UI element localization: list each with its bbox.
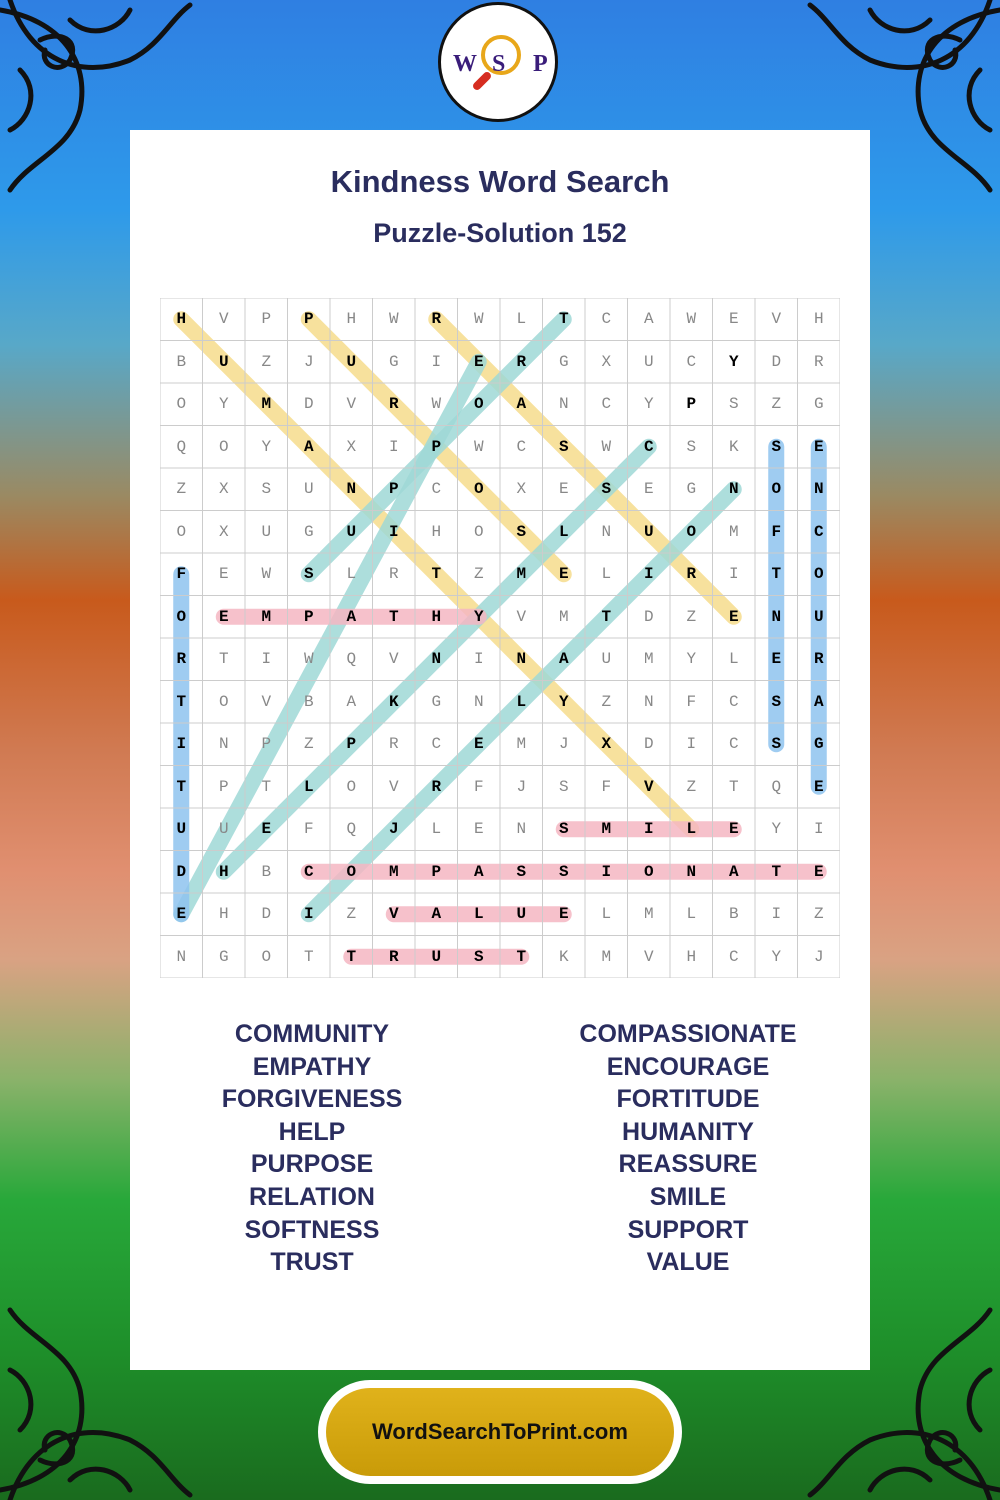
grid-cell[interactable]: U: [643, 522, 654, 541]
grid-cell[interactable]: E: [728, 820, 739, 839]
grid-cell[interactable]: A: [431, 905, 442, 924]
grid-cell[interactable]: R: [388, 735, 399, 754]
grid-cell[interactable]: A: [346, 692, 357, 711]
grid-cell[interactable]: M: [601, 820, 612, 839]
grid-cell[interactable]: I: [388, 522, 399, 541]
grid-cell[interactable]: P: [303, 310, 314, 329]
website-link-button[interactable]: [326, 1388, 674, 1476]
grid-cell[interactable]: E: [473, 735, 484, 754]
grid-cell[interactable]: Y: [771, 820, 782, 839]
grid-cell[interactable]: R: [431, 310, 442, 329]
grid-cell[interactable]: Z: [303, 735, 314, 754]
grid-cell[interactable]: E: [473, 352, 484, 371]
grid-cell[interactable]: N: [558, 395, 569, 414]
grid-cell[interactable]: R: [176, 650, 187, 669]
grid-cell[interactable]: J: [813, 947, 824, 966]
logo-letter-p: P: [533, 51, 548, 77]
grid-cell[interactable]: A: [728, 862, 739, 881]
word-list-item: ENCOURAGE: [606, 1052, 770, 1081]
grid-cell[interactable]: E: [261, 820, 272, 839]
grid-cell[interactable]: M: [728, 522, 739, 541]
grid-cell[interactable]: G: [218, 947, 229, 966]
word-search-grid: [160, 298, 840, 978]
grid-cell[interactable]: B: [176, 352, 187, 371]
grid-cell[interactable]: S: [473, 947, 484, 966]
grid-cell[interactable]: W: [686, 310, 697, 329]
grid-cell[interactable]: H: [813, 310, 824, 329]
grid-cell[interactable]: N: [601, 522, 612, 541]
grid-cell[interactable]: Z: [813, 905, 824, 924]
grid-cell[interactable]: E: [218, 607, 229, 626]
grid-cell[interactable]: T: [516, 947, 527, 966]
logo-letter-s: S: [492, 51, 506, 77]
grid-cell[interactable]: M: [388, 862, 399, 881]
word-list-item: HUMANITY: [622, 1117, 754, 1146]
grid-cell[interactable]: F: [473, 777, 484, 796]
grid-cell[interactable]: D: [303, 395, 314, 414]
grid-cell[interactable]: T: [218, 650, 229, 669]
grid-cell[interactable]: K: [558, 947, 569, 966]
grid-cell[interactable]: L: [558, 522, 569, 541]
grid-cell[interactable]: O: [261, 947, 272, 966]
grid-cell[interactable]: X: [516, 480, 527, 499]
grid-cell[interactable]: L: [346, 565, 357, 584]
grid-cell[interactable]: I: [728, 565, 739, 584]
grid-cell[interactable]: E: [728, 310, 739, 329]
grid-cell[interactable]: Z: [261, 352, 272, 371]
grid-cell[interactable]: J: [558, 735, 569, 754]
grid-cell[interactable]: U: [218, 352, 229, 371]
grid-cell[interactable]: Q: [771, 777, 782, 796]
grid-cell[interactable]: R: [516, 352, 527, 371]
grid-cell[interactable]: H: [218, 862, 229, 881]
grid-cell[interactable]: C: [728, 692, 739, 711]
word-list-item: COMMUNITY: [234, 1020, 390, 1048]
word-list-item: EMPATHY: [252, 1052, 372, 1081]
site-logo[interactable]: [438, 2, 558, 122]
grid-cell[interactable]: E: [558, 905, 569, 924]
grid-cell[interactable]: D: [261, 905, 272, 924]
grid-cell[interactable]: F: [601, 777, 612, 796]
grid-cell[interactable]: C: [431, 735, 442, 754]
grid-cell[interactable]: U: [516, 905, 527, 924]
grid-cell[interactable]: X: [601, 352, 612, 371]
grid-cell[interactable]: S: [516, 522, 527, 541]
grid-cell[interactable]: K: [728, 437, 739, 456]
grid-cell[interactable]: T: [431, 565, 442, 584]
grid-cell[interactable]: U: [176, 820, 187, 839]
grid-cell[interactable]: M: [558, 607, 569, 626]
grid-cell[interactable]: S: [558, 777, 569, 796]
grid-cell[interactable]: G: [388, 352, 399, 371]
grid-cell[interactable]: U: [346, 522, 357, 541]
grid-cell[interactable]: L: [686, 905, 697, 924]
grid-cell[interactable]: I: [643, 565, 654, 584]
grid-cell[interactable]: T: [388, 607, 399, 626]
grid-cell[interactable]: W: [473, 310, 484, 329]
grid-cell[interactable]: O: [686, 522, 697, 541]
grid-cell[interactable]: Z: [346, 905, 357, 924]
grid-cell[interactable]: V: [643, 947, 654, 966]
grid-cell[interactable]: N: [686, 862, 697, 881]
grid-cell[interactable]: N: [473, 692, 484, 711]
grid-cell[interactable]: G: [431, 692, 442, 711]
grid-cell[interactable]: S: [771, 735, 782, 754]
grid-cell[interactable]: S: [601, 480, 612, 499]
word-list-item: FORGIVENESS: [221, 1085, 403, 1114]
grid-cell[interactable]: E: [473, 820, 484, 839]
grid-cell[interactable]: D: [771, 352, 782, 371]
grid-cell[interactable]: N: [176, 947, 187, 966]
grid-cell[interactable]: E: [176, 905, 187, 924]
grid-cell[interactable]: E: [218, 565, 229, 584]
logo-letter-w: W: [453, 51, 477, 77]
grid-cell[interactable]: F: [771, 522, 782, 541]
grid-cell[interactable]: E: [558, 565, 569, 584]
grid-cell[interactable]: A: [558, 650, 569, 669]
grid-cell[interactable]: G: [813, 395, 824, 414]
grid-cell[interactable]: C: [431, 480, 442, 499]
grid-cell[interactable]: S: [558, 862, 569, 881]
grid-cell[interactable]: U: [303, 480, 314, 499]
grid-cell[interactable]: Y: [771, 947, 782, 966]
grid-cell[interactable]: V: [643, 777, 654, 796]
word-list-item: SOFTNESS: [244, 1215, 380, 1244]
grid-cell[interactable]: O: [813, 565, 824, 584]
grid-cell[interactable]: O: [346, 777, 357, 796]
grid-cell[interactable]: Y: [558, 692, 569, 711]
grid-cell[interactable]: N: [516, 650, 527, 669]
grid-cell[interactable]: Z: [601, 692, 612, 711]
grid-cell[interactable]: T: [771, 862, 782, 881]
grid-cell[interactable]: T: [176, 692, 187, 711]
grid-cell[interactable]: X: [218, 522, 229, 541]
grid-cell[interactable]: D: [176, 862, 187, 881]
grid-cell[interactable]: H: [346, 310, 357, 329]
grid-cell[interactable]: E: [643, 480, 654, 499]
grid-cell[interactable]: C: [643, 437, 654, 456]
grid-cell[interactable]: Y: [473, 607, 484, 626]
grid-cell[interactable]: P: [686, 395, 697, 414]
grid-cell[interactable]: L: [686, 820, 697, 839]
grid-cell[interactable]: M: [261, 395, 272, 414]
grid-cell[interactable]: N: [516, 820, 527, 839]
word-list-item: FORTITUDE: [616, 1085, 760, 1114]
grid-cell[interactable]: A: [303, 437, 314, 456]
word-list-item: RELATION: [249, 1182, 375, 1211]
grid-cell[interactable]: V: [261, 692, 272, 711]
grid-cell[interactable]: L: [601, 565, 612, 584]
word-list-item: VALUE: [646, 1248, 730, 1277]
grid-cell[interactable]: T: [728, 777, 739, 796]
grid-cell[interactable]: O: [176, 395, 187, 414]
grid-cell[interactable]: N: [431, 650, 442, 669]
grid-cell[interactable]: N: [346, 480, 357, 499]
grid-cell[interactable]: Q: [176, 437, 187, 456]
grid-cell[interactable]: I: [771, 905, 782, 924]
grid-cell[interactable]: U: [601, 650, 612, 669]
grid-cell[interactable]: Z: [473, 565, 484, 584]
grid-cell[interactable]: T: [303, 947, 314, 966]
grid-cell[interactable]: C: [516, 437, 527, 456]
grid-cell[interactable]: B: [303, 692, 314, 711]
word-list-item: SMILE: [649, 1182, 727, 1211]
grid-cell[interactable]: Y: [643, 395, 654, 414]
grid-cell[interactable]: Z: [771, 395, 782, 414]
grid-cell[interactable]: G: [303, 522, 314, 541]
grid-cell[interactable]: C: [303, 862, 314, 881]
grid-cell[interactable]: U: [813, 607, 824, 626]
grid-cell[interactable]: P: [431, 862, 442, 881]
word-list-item: PURPOSE: [250, 1150, 374, 1179]
grid-cell[interactable]: I: [176, 735, 187, 754]
grid-cell[interactable]: S: [771, 437, 782, 456]
website-link-label: WordSearchToPrint.com: [372, 1419, 628, 1444]
grid-cell[interactable]: M: [516, 735, 527, 754]
grid-cell[interactable]: I: [261, 650, 272, 669]
grid-cell[interactable]: C: [686, 352, 697, 371]
grid-cell[interactable]: V: [346, 395, 357, 414]
grid-cell[interactable]: I: [303, 905, 314, 924]
grid-cell[interactable]: O: [218, 437, 229, 456]
grid-cell[interactable]: E: [813, 777, 824, 796]
grid-cell[interactable]: I: [686, 735, 697, 754]
grid-cell[interactable]: A: [346, 607, 357, 626]
grid-cell[interactable]: E: [813, 862, 824, 881]
letter-grid: [160, 298, 840, 978]
grid-cell[interactable]: I: [643, 820, 654, 839]
grid-cell[interactable]: I: [601, 862, 612, 881]
word-list-item: COMPASSIONATE: [579, 1020, 797, 1048]
grid-cell[interactable]: S: [728, 395, 739, 414]
word-list-item: TRUST: [270, 1248, 354, 1277]
grid-cell[interactable]: W: [431, 395, 442, 414]
grid-cell[interactable]: Z: [686, 607, 697, 626]
grid-cell[interactable]: M: [643, 905, 654, 924]
grid-cell[interactable]: M: [261, 607, 272, 626]
grid-cell[interactable]: R: [388, 395, 399, 414]
grid-cell[interactable]: E: [558, 480, 569, 499]
grid-cell[interactable]: M: [516, 565, 527, 584]
grid-cell[interactable]: V: [388, 650, 399, 669]
grid-cell[interactable]: U: [218, 820, 229, 839]
grid-cell[interactable]: P: [261, 310, 272, 329]
grid-cell[interactable]: H: [431, 522, 442, 541]
grid-cell[interactable]: U: [346, 352, 357, 371]
grid-cell[interactable]: A: [813, 692, 824, 711]
grid-cell[interactable]: R: [388, 947, 399, 966]
grid-cell[interactable]: T: [558, 310, 569, 329]
grid-cell[interactable]: G: [813, 735, 824, 754]
grid-cell[interactable]: I: [388, 437, 399, 456]
grid-cell[interactable]: O: [218, 692, 229, 711]
grid-cell[interactable]: O: [176, 607, 187, 626]
grid-cell[interactable]: S: [261, 480, 272, 499]
grid-cell[interactable]: Y: [261, 437, 272, 456]
grid-cell[interactable]: H: [686, 947, 697, 966]
grid-cell[interactable]: X: [218, 480, 229, 499]
grid-cell[interactable]: D: [643, 735, 654, 754]
grid-cell[interactable]: L: [303, 777, 314, 796]
grid-cell[interactable]: C: [728, 947, 739, 966]
grid-cell[interactable]: P: [388, 480, 399, 499]
grid-cell[interactable]: P: [218, 777, 229, 796]
grid-cell[interactable]: S: [558, 437, 569, 456]
grid-cell[interactable]: J: [516, 777, 527, 796]
grid-cell[interactable]: Y: [686, 650, 697, 669]
grid-cell[interactable]: H: [431, 607, 442, 626]
grid-cell[interactable]: J: [303, 352, 314, 371]
grid-cell[interactable]: O: [771, 480, 782, 499]
grid-cell[interactable]: Y: [218, 395, 229, 414]
grid-cell[interactable]: P: [303, 607, 314, 626]
grid-cell[interactable]: W: [261, 565, 272, 584]
footer-badge: [318, 1380, 682, 1484]
grid-cell[interactable]: Q: [346, 650, 357, 669]
grid-cell[interactable]: T: [176, 777, 187, 796]
word-list-item: HELP: [278, 1117, 346, 1146]
grid-cell[interactable]: O: [176, 522, 187, 541]
grid-cell[interactable]: T: [771, 565, 782, 584]
grid-cell[interactable]: M: [643, 650, 654, 669]
word-list-right: [518, 1018, 858, 1279]
grid-cell[interactable]: K: [388, 692, 399, 711]
grid-cell[interactable]: W: [388, 310, 399, 329]
grid-cell[interactable]: M: [601, 947, 612, 966]
grid-cell[interactable]: T: [261, 777, 272, 796]
grid-cell[interactable]: L: [473, 905, 484, 924]
grid-cell[interactable]: R: [686, 565, 697, 584]
grid-cell[interactable]: R: [813, 352, 824, 371]
grid-cell[interactable]: P: [431, 437, 442, 456]
grid-cell[interactable]: F: [176, 565, 187, 584]
grid-cell[interactable]: I: [431, 352, 442, 371]
grid-cell[interactable]: T: [346, 947, 357, 966]
page-title: Kindness Word Search: [330, 164, 670, 199]
grid-cell[interactable]: O: [473, 480, 484, 499]
grid-cell[interactable]: J: [388, 820, 399, 839]
grid-cell[interactable]: T: [601, 607, 612, 626]
grid-cell[interactable]: Z: [686, 777, 697, 796]
grid-cell[interactable]: W: [303, 650, 314, 669]
grid-cell[interactable]: N: [771, 607, 782, 626]
grid-cell[interactable]: F: [303, 820, 314, 839]
grid-cell[interactable]: C: [601, 310, 612, 329]
grid-cell[interactable]: V: [388, 905, 399, 924]
grid-cell[interactable]: O: [346, 862, 357, 881]
grid-cell[interactable]: N: [643, 692, 654, 711]
grid-cell[interactable]: V: [388, 777, 399, 796]
grid-cell[interactable]: A: [516, 395, 527, 414]
grid-cell[interactable]: S: [303, 565, 314, 584]
grid-cell[interactable]: F: [686, 692, 697, 711]
grid-cell[interactable]: L: [728, 650, 739, 669]
word-list-item: REASSURE: [618, 1150, 758, 1179]
grid-cell[interactable]: V: [218, 310, 229, 329]
grid-cell[interactable]: O: [643, 862, 654, 881]
grid-cell[interactable]: R: [813, 650, 824, 669]
grid-cell[interactable]: S: [516, 862, 527, 881]
grid-cell[interactable]: A: [643, 310, 654, 329]
grid-cell[interactable]: Z: [176, 480, 187, 499]
grid-cell[interactable]: U: [261, 522, 272, 541]
grid-cell[interactable]: L: [516, 692, 527, 711]
word-list-item: SUPPORT: [627, 1215, 749, 1244]
grid-cell[interactable]: N: [728, 480, 739, 499]
grid-cell[interactable]: E: [813, 437, 824, 456]
grid-cell[interactable]: P: [261, 735, 272, 754]
grid-cell[interactable]: C: [601, 395, 612, 414]
grid-cell[interactable]: X: [601, 735, 612, 754]
grid-cell[interactable]: Q: [346, 820, 357, 839]
grid-cell[interactable]: S: [558, 820, 569, 839]
grid-cell[interactable]: L: [516, 310, 527, 329]
grid-cell[interactable]: N: [813, 480, 824, 499]
grid-cell[interactable]: B: [261, 862, 272, 881]
grid-cell[interactable]: Y: [728, 352, 739, 371]
grid-cell[interactable]: O: [473, 522, 484, 541]
grid-cell[interactable]: V: [771, 310, 782, 329]
grid-cell[interactable]: G: [686, 480, 697, 499]
grid-cell[interactable]: W: [473, 437, 484, 456]
grid-cell[interactable]: D: [643, 607, 654, 626]
grid-cell[interactable]: P: [346, 735, 357, 754]
grid-cell[interactable]: U: [431, 947, 442, 966]
grid-cell[interactable]: I: [813, 820, 824, 839]
grid-cell[interactable]: C: [728, 735, 739, 754]
grid-cell[interactable]: W: [601, 437, 612, 456]
grid-cell[interactable]: S: [686, 437, 697, 456]
grid-cell[interactable]: E: [771, 650, 782, 669]
grid-cell[interactable]: B: [728, 905, 739, 924]
grid-cell[interactable]: N: [218, 735, 229, 754]
grid-cell[interactable]: L: [431, 820, 442, 839]
grid-cell[interactable]: X: [346, 437, 357, 456]
grid-cell[interactable]: V: [516, 607, 527, 626]
grid-cell[interactable]: I: [473, 650, 484, 669]
grid-cell[interactable]: R: [431, 777, 442, 796]
grid-cell[interactable]: A: [473, 862, 484, 881]
page-subtitle: Puzzle-Solution 152: [373, 218, 627, 248]
grid-cell[interactable]: H: [176, 310, 187, 329]
word-list-left: [142, 1018, 482, 1279]
grid-cell[interactable]: R: [388, 565, 399, 584]
grid-cell[interactable]: U: [643, 352, 654, 371]
grid-cell[interactable]: C: [813, 522, 824, 541]
grid-cell[interactable]: S: [771, 692, 782, 711]
grid-cell[interactable]: O: [473, 395, 484, 414]
grid-cell[interactable]: L: [601, 905, 612, 924]
grid-cell[interactable]: E: [728, 607, 739, 626]
grid-cell[interactable]: H: [218, 905, 229, 924]
grid-cell[interactable]: G: [558, 352, 569, 371]
